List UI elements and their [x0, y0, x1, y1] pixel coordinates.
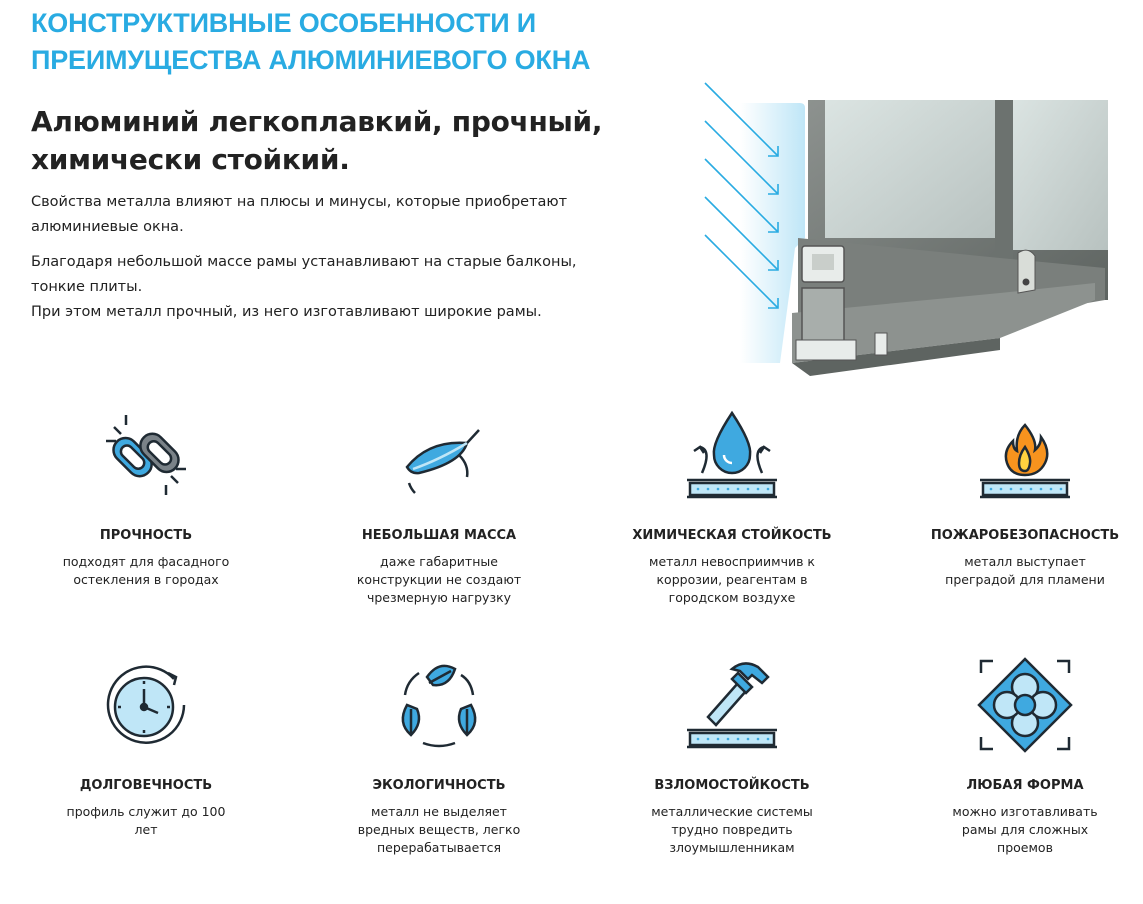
feature-eco-friendly — [309, 655, 569, 857]
intro-paragraph-2 — [31, 250, 631, 325]
feature-chemical-resistance — [602, 405, 862, 607]
feature-name: ПРОЧНОСТЬ — [99, 528, 193, 543]
page-title: КОНСТРУКТИВНЫЕ ОСОБЕННОСТИ И ПРЕИМУЩЕСТВА АЛЮМИНИЕВОГО ОКНА — [31, 8, 591, 75]
recycle-leaves-icon — [389, 655, 489, 755]
fire-icon — [975, 405, 1075, 505]
feature-description: металл выступает преградой для пламени — [945, 554, 1105, 587]
feature-description: подходят для фасадного остекления в городах — [62, 554, 230, 587]
intro-text — [31, 190, 631, 325]
feature-description: даже габаритные конструкции не создают чрезмерную нагрузку — [356, 554, 522, 605]
feature-name: ЭКОЛОГИЧНОСТЬ — [372, 778, 506, 793]
feature-description: профиль служит до 100 лет — [66, 804, 226, 837]
feature-strength — [16, 405, 276, 589]
window-profile — [792, 100, 1108, 376]
feature-description: металл не выделяет вредных веществ, легко перерабатывается — [357, 804, 521, 855]
feature-name: ВЗЛОМОСТОЙКОСТЬ — [654, 778, 810, 793]
clock-icon — [96, 655, 196, 755]
feather-icon — [389, 405, 489, 505]
feature-fire-safety — [895, 405, 1143, 589]
feature-description: металлические системы трудно повредить злоумышленникам — [651, 804, 813, 855]
feature-description: металл невосприимчив к коррозии, реагентам в городском воздухе — [649, 554, 815, 605]
feature-description: можно изготавливать рамы для сложных проемов — [952, 804, 1098, 855]
intro-paragraph-2-line-1: Благодаря небольшой массе рамы устанавливают на старые балконы, тонкие плиты. — [31, 254, 577, 295]
feature-name: ДОЛГОВЕЧНОСТЬ — [79, 778, 213, 793]
intro-paragraph-1: Свойства металла влияют на плюсы и минусы, которые приобретают алюминиевые окна. — [31, 194, 568, 235]
feature-name: НЕБОЛЬШАЯ МАССА — [361, 528, 517, 543]
feature-durability — [16, 655, 276, 839]
feature-name: ПОЖАРОБЕЗОПАСНОСТЬ — [930, 528, 1120, 543]
hammer-icon — [682, 655, 782, 755]
feature-burglary-resistance — [602, 655, 862, 857]
window-profile-illustration — [700, 78, 1110, 378]
feature-name: ХИМИЧЕСКАЯ СТОЙКОСТЬ — [632, 528, 832, 543]
feature-name: ЛЮБАЯ ФОРМА — [966, 778, 1084, 793]
intro-subtitle: Алюминий легкоплавкий, прочный, химически стойкий. — [31, 105, 603, 176]
flower-shape-icon — [975, 655, 1075, 755]
feature-any-shape — [895, 655, 1143, 857]
water-drop-icon — [682, 405, 782, 505]
feature-light-weight — [309, 405, 569, 607]
intro-paragraph-2-line-2: При этом металл прочный, из него изготавливают широкие рамы. — [31, 304, 542, 320]
chain-link-icon — [96, 405, 196, 505]
